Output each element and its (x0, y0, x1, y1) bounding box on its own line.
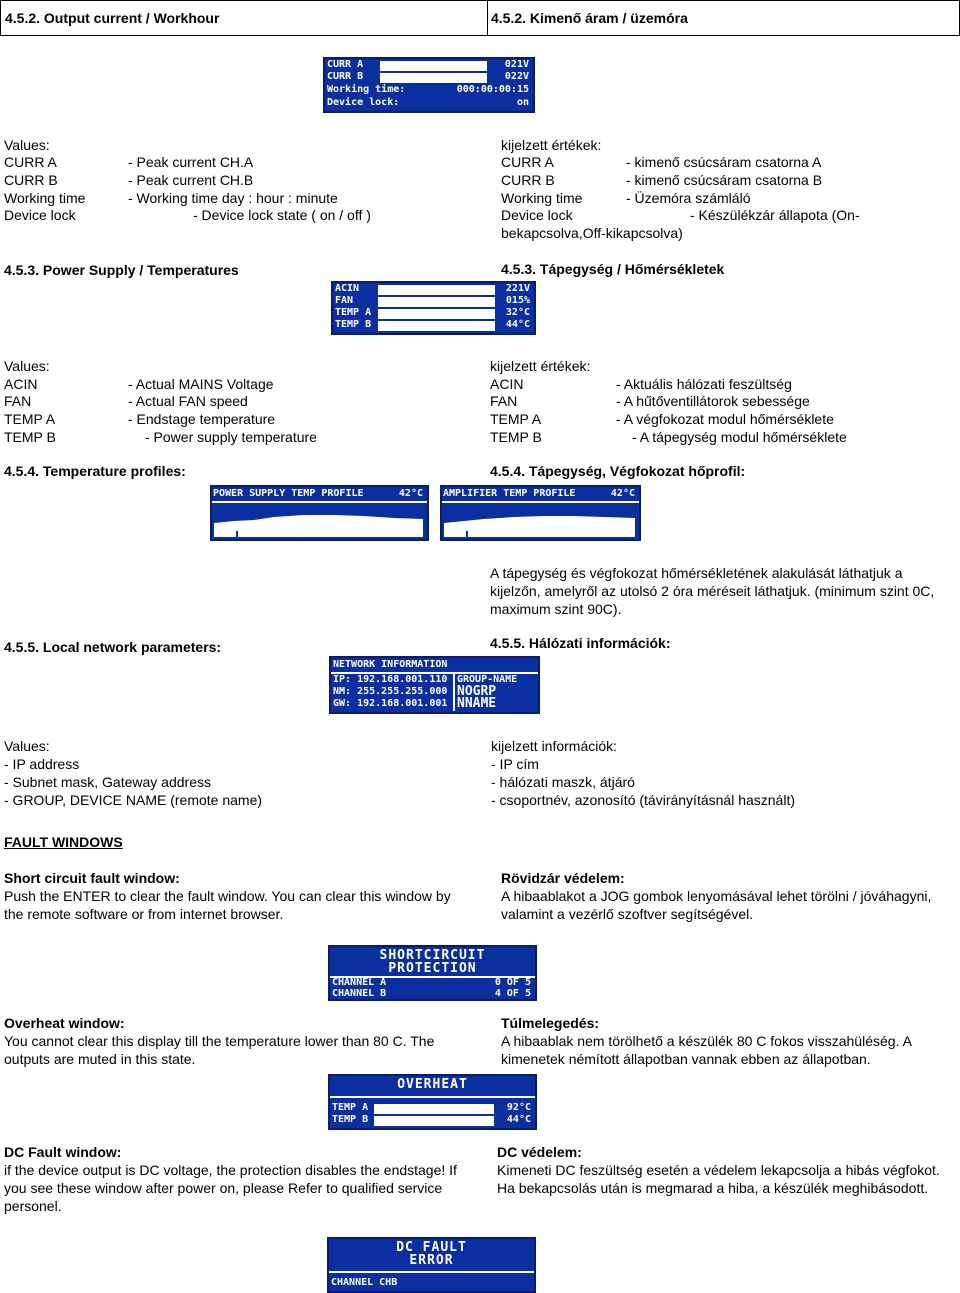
profile-divider (442, 501, 639, 503)
lcd-label: CURR B (327, 71, 364, 82)
dc-fault-lcd-subtitle: ERROR (409, 1253, 454, 1268)
profile-graph-icon (444, 507, 635, 537)
value-desc: - Peak current CH.B (128, 172, 254, 188)
list-item: - IP address (4, 756, 80, 772)
temp-a-bar (378, 309, 495, 319)
value-desc-hu-cont: bekapcsolva,Off-kikapcsolva) (501, 225, 683, 241)
network-ip: IP: 192.168.001.110 (333, 674, 448, 685)
dc-fault-title: DC Fault window: (4, 1144, 122, 1160)
fan-bar (378, 297, 495, 307)
lcd-label: TEMP A (335, 307, 372, 318)
device-name-value: NNAME (457, 696, 497, 711)
short-circuit-lcd-title: SHORTCIRCUIT (379, 948, 486, 963)
value-desc: - Endstage temperature (128, 411, 276, 427)
value-key-hu: TEMP B (490, 429, 542, 445)
lcd-label: CHANNEL A (332, 977, 387, 988)
temp-b-bar (378, 321, 495, 331)
lcd-label: TEMP A (332, 1102, 369, 1113)
network-gateway: GW: 192.168.001.001 (333, 698, 448, 709)
heading-power-supply-hu: 4.5.3. Tápegység / Hőmérsékletek (501, 261, 725, 277)
lcd-value: 022V (504, 71, 529, 82)
heading-network: 4.5.5. Local network parameters: (4, 639, 222, 655)
section-title-en: 4.5.2. Output current / Workhour (1, 1, 488, 35)
fault-windows-heading: FAULT WINDOWS (4, 834, 123, 850)
amplifier-profile-lcd (440, 485, 641, 541)
network-netmask: NM: 255.255.255.000 (333, 686, 448, 697)
dc-fault-lcd-title: DC FAULT (396, 1240, 467, 1255)
temp-b-bar (374, 1116, 494, 1126)
profile-value: 42°C (398, 488, 423, 499)
values-title-hu: kijelzett értékek: (501, 137, 602, 153)
overheat-title-hu: Túlmelegedés: (501, 1015, 600, 1031)
lcd-label: Device lock: (327, 97, 400, 108)
short-circuit-lcd-subtitle: PROTECTION (388, 961, 477, 976)
lcd-label: FAN (335, 295, 354, 306)
value-desc-hu: - Üzemóra számláló (626, 190, 751, 206)
values-title: Values: (4, 137, 50, 153)
value-key-hu: Device lock (501, 207, 573, 223)
short-circuit-text: Push the ENTER to clear the fault window. You can clear this window by the remote software or from internet browser. (4, 888, 451, 922)
values-title: Values: (4, 358, 50, 374)
dc-fault-text-hu: Kimeneti DC feszültség esetén a védelem lekapcsolja a hibás végfokot. Ha bekapcsolás után is megmarad a hiba, a készülék meghibásodott. (497, 1162, 940, 1196)
profile-description-hu: A tápegység és végfokozat hőmérsékletének alakulását láthatjuk a kijelzőn, amelyről az utolsó 2 óra méréseit láthatjuk. (minimum szint 0C, maximum szint 90C). (490, 565, 935, 617)
lcd-label: CHANNEL B (332, 988, 387, 999)
value-key-hu: CURR B (501, 172, 555, 188)
list-item-hu: - IP cím (491, 756, 539, 772)
lcd-value: 4 OF 5 (494, 988, 531, 999)
lcd-value: 221V (505, 283, 530, 294)
short-circuit-text-hu: A hibaablakot a JOG gombok lenyomásával lehet törölni / jóváhagyni, valamint a vezérlő szoftver segítségével. (501, 888, 932, 922)
profile-title: AMPLIFIER TEMP PROFILE (443, 488, 576, 499)
short-circuit-lcd (328, 945, 537, 1001)
overheat-lcd (328, 1074, 537, 1130)
temp-a-bar (374, 1104, 494, 1114)
value-desc-hu: - Készülékzár állapota (On- (690, 207, 860, 223)
value-desc: - Working time day : hour : minute (128, 190, 338, 206)
overheat-text-hu: A hibaablak nem törölhető a készülék 80 C fokos visszahüléség. A kimenetek némított állapotban vannak ebben az állapotban. (501, 1033, 912, 1067)
lcd-label: Working time: (327, 84, 406, 95)
curr-b-bar (380, 73, 487, 83)
value-key: FAN (4, 393, 32, 409)
lcd-value: 32°C (505, 307, 530, 318)
value-desc-hu: - A tápegység modul hőmérséklete (632, 429, 847, 445)
section-title-hu: 4.5.2. Kimenő áram / üzemóra (491, 10, 688, 26)
profile-divider (212, 501, 427, 503)
lcd-label: TEMP B (332, 1114, 369, 1125)
lcd-value: 44°C (506, 1114, 531, 1125)
value-desc: - Device lock state ( on / off ) (193, 207, 371, 223)
overheat-title: Overheat window: (4, 1015, 125, 1031)
network-title: NETWORK INFORMATION (333, 659, 448, 670)
heading-network-hu: 4.5.5. Hálózati információk: (490, 635, 671, 651)
lcd-label: ACIN (335, 283, 360, 294)
power-supply-lcd (331, 281, 536, 335)
dc-fault-title-hu: DC védelem: (497, 1144, 582, 1160)
group-value: NOGRP (457, 684, 497, 699)
overheat-text: You cannot clear this display till the temperature lower than 80 C. The outputs are muted in this state. (4, 1033, 435, 1067)
values-title: Values: (4, 738, 50, 754)
lcd-label: CURR A (327, 59, 364, 70)
value-desc: - Actual FAN speed (128, 393, 248, 409)
lcd-value: 0 OF 5 (494, 977, 531, 988)
lcd-value: 44°C (505, 319, 530, 330)
value-key: TEMP A (4, 411, 56, 427)
lcd-value: 000:00:00:15 (456, 84, 529, 95)
lcd-value: 021V (504, 59, 529, 70)
lcd-label: TEMP B (335, 319, 372, 330)
value-key: Device lock (4, 207, 76, 223)
value-desc-hu: - kimenő csúcsáram csatorna B (626, 172, 823, 188)
value-key-hu: CURR A (501, 154, 554, 170)
value-key-hu: ACIN (490, 376, 524, 392)
network-separator (453, 673, 455, 711)
heading-power-supply: 4.5.3. Power Supply / Temperatures (4, 262, 239, 278)
list-item: - GROUP, DEVICE NAME (remote name) (4, 792, 263, 808)
network-info-lcd (329, 656, 540, 714)
lcd-value: 015% (505, 295, 530, 306)
heading-temp-profiles-hu: 4.5.4. Tápegység, Végfokozat hőprofil: (490, 463, 746, 479)
profile-graph-icon (214, 507, 423, 537)
output-current-lcd (323, 57, 535, 113)
group-name-label: GROUP-NAME (457, 674, 518, 685)
overheat-lcd-title: OVERHEAT (397, 1077, 468, 1092)
value-desc-hu: - A hűtőventillátorok sebessége (616, 393, 810, 409)
dc-fault-lcd (327, 1237, 536, 1293)
heading-temp-profiles: 4.5.4. Temperature profiles: (4, 463, 186, 479)
value-desc-hu: - Aktuális hálózati feszültség (616, 376, 792, 392)
dc-fault-channel: CHANNEL CHB (331, 1277, 398, 1288)
power-supply-profile-lcd (210, 485, 429, 541)
short-circuit-title: Short circuit fault window: (4, 870, 180, 886)
acin-bar (378, 285, 495, 295)
value-key: TEMP B (4, 429, 56, 445)
value-desc: - Power supply temperature (145, 429, 317, 445)
list-item-hu: - hálózati maszk, átjáró (491, 774, 635, 790)
curr-a-bar (380, 61, 487, 71)
value-key: Working time (4, 190, 86, 206)
value-desc-hu: - A végfokozat modul hőmérséklete (616, 411, 834, 427)
section-header-table (0, 0, 960, 36)
value-key: ACIN (4, 376, 38, 392)
lcd-divider (330, 1096, 535, 1098)
value-desc: - Actual MAINS Voltage (128, 376, 274, 392)
lcd-value: 92°C (506, 1102, 531, 1113)
lcd-divider (329, 1271, 534, 1273)
dc-fault-text: if the device output is DC voltage, the protection disables the endstage! If you see these window after power on, please Refer to qualified service personel. (4, 1162, 457, 1214)
profile-value: 42°C (610, 488, 635, 499)
profile-title: POWER SUPPLY TEMP PROFILE (213, 488, 364, 499)
lcd-value: on (516, 97, 529, 108)
value-key-hu: Working time (501, 190, 583, 206)
value-desc: - Peak current CH.A (128, 154, 254, 170)
list-item: - Subnet mask, Gateway address (4, 774, 211, 790)
value-desc-hu: - kimenő csúcsáram csatorna A (626, 154, 822, 170)
short-circuit-title-hu: Rövidzár védelem: (501, 870, 625, 886)
value-key-hu: TEMP A (490, 411, 542, 427)
values-title-hu: kijelzett információk: (491, 738, 618, 754)
value-key: CURR A (4, 154, 57, 170)
list-item-hu: - csoportnév, azonosító (távirányításnál használt) (491, 792, 796, 808)
values-title-hu: kijelzett értékek: (490, 358, 591, 374)
value-key-hu: FAN (490, 393, 518, 409)
value-key: CURR B (4, 172, 58, 188)
